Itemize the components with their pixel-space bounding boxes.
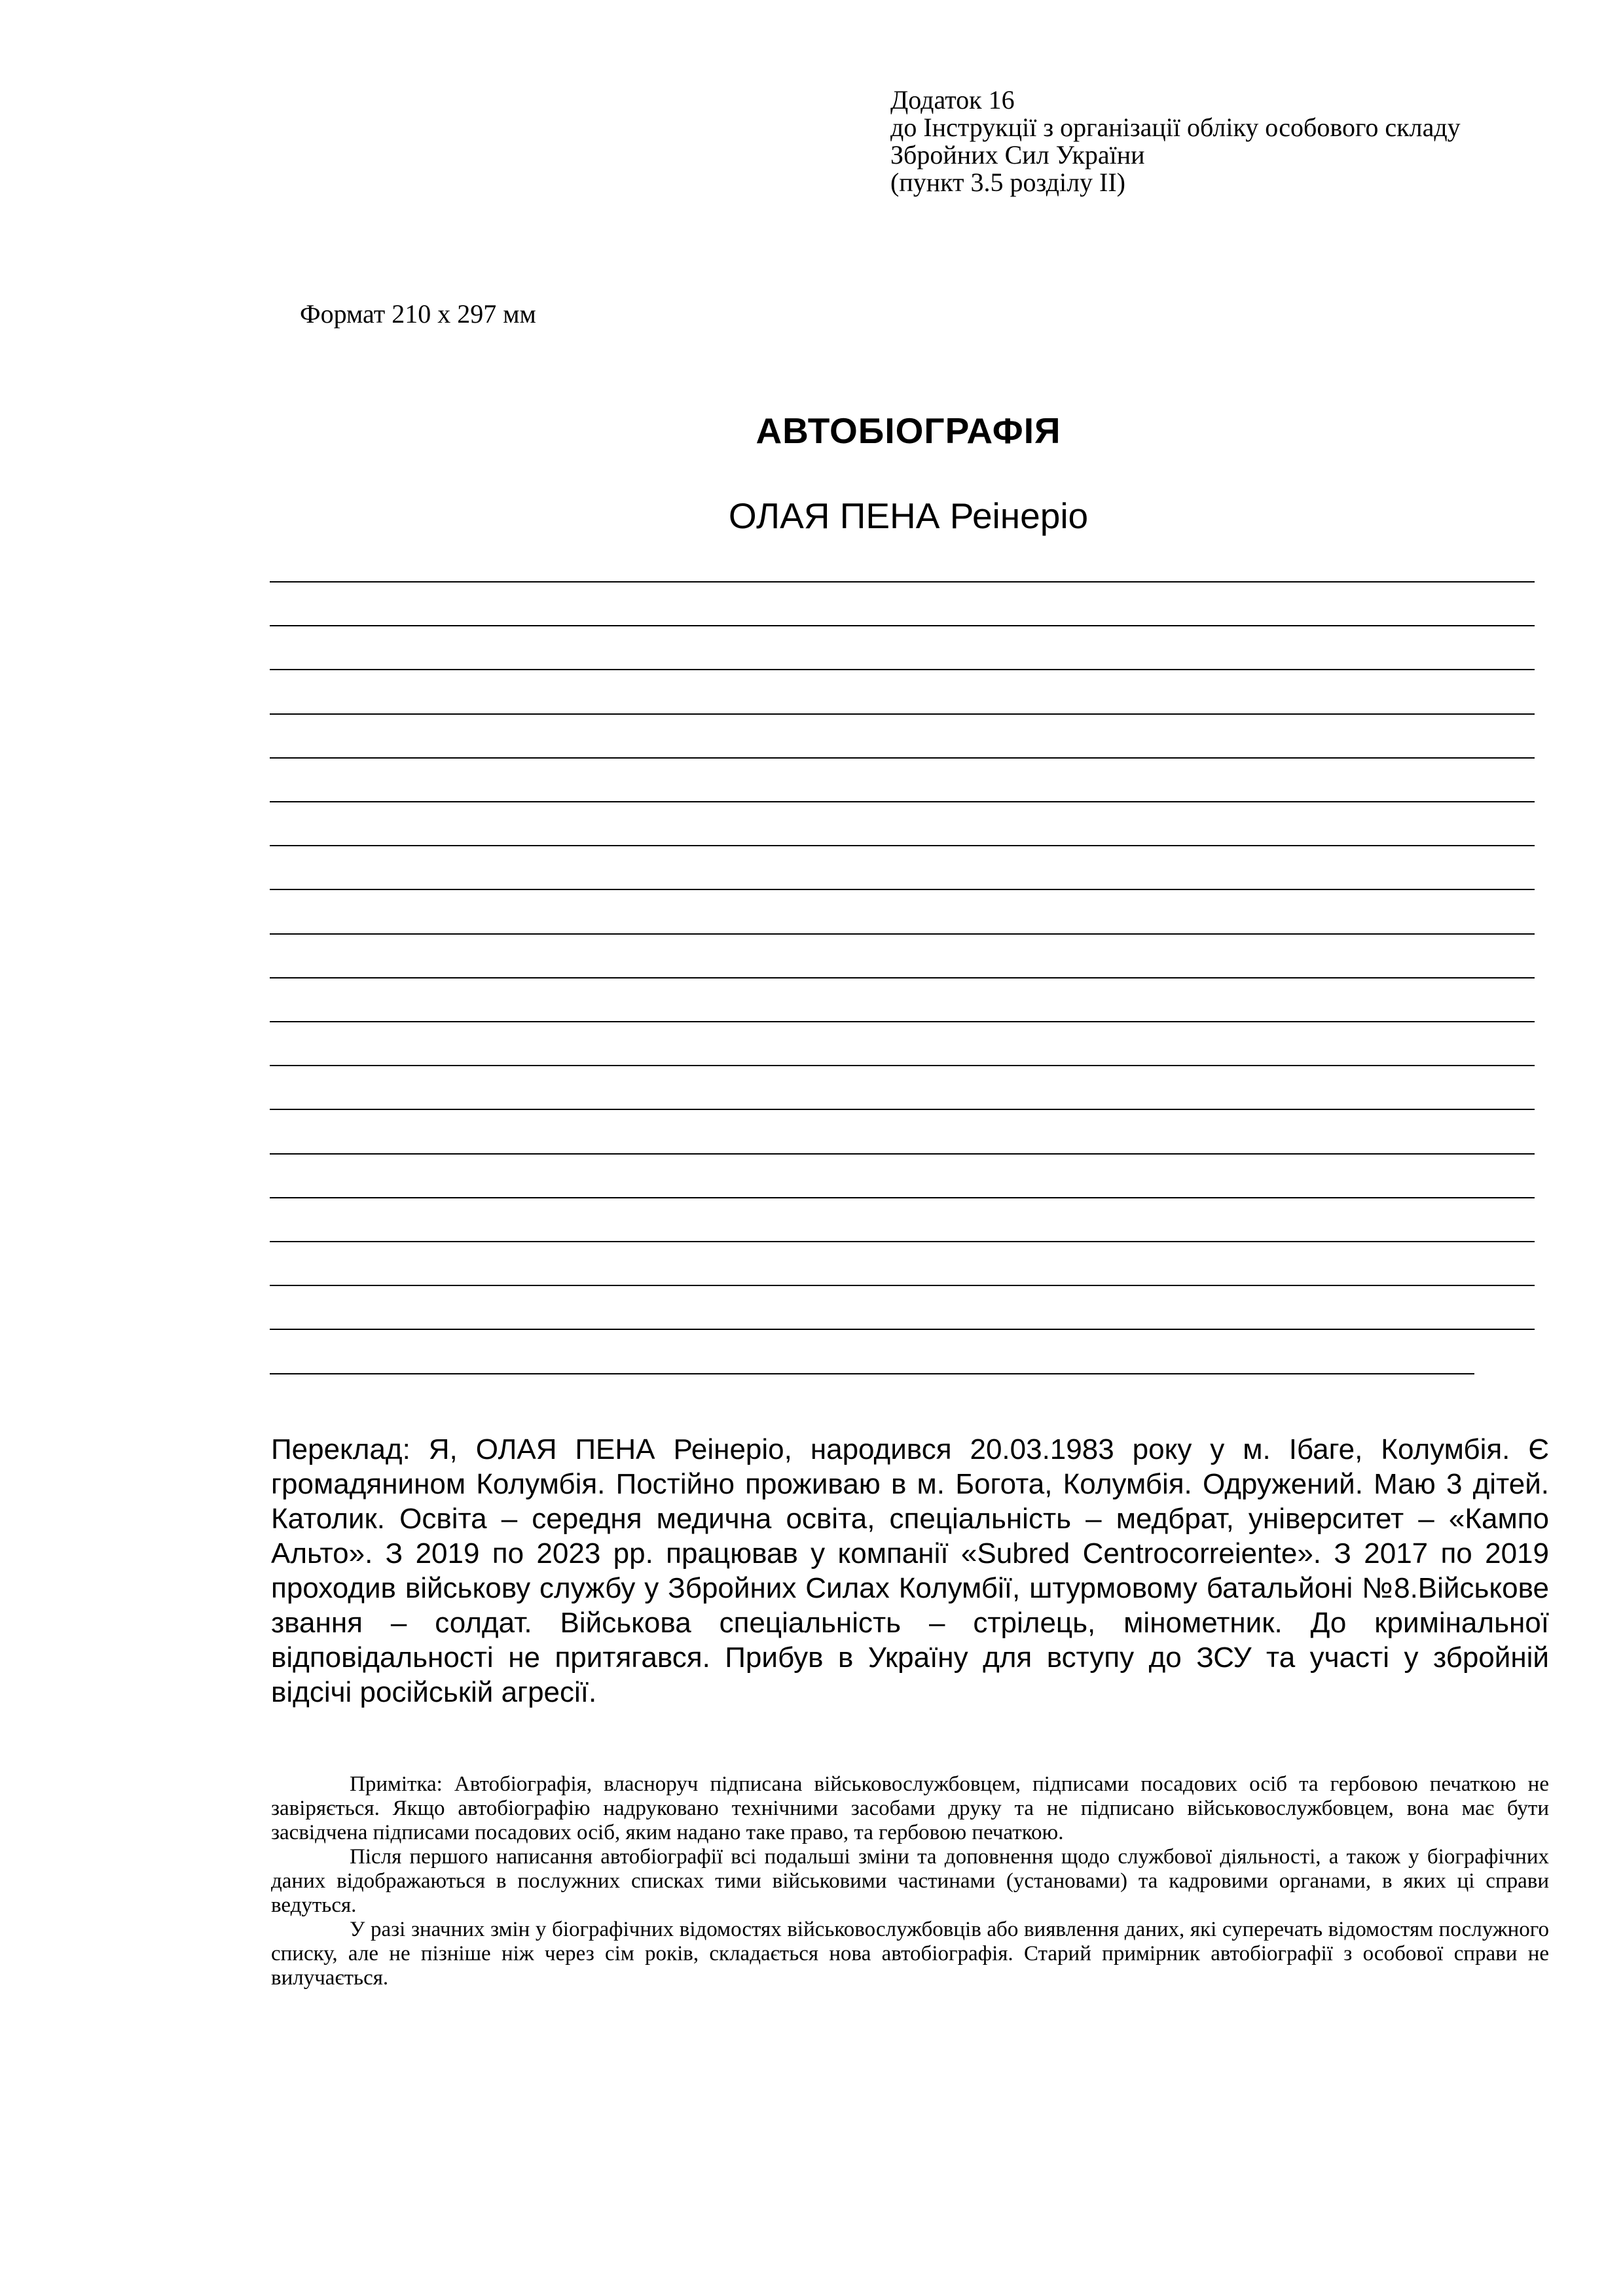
note-paragraph: У разі значних змін у біографічних відомостях військовослужбовців або виявлення даних, які суперечать відомостям послужного списку, але не пізніше ніж через сім років, складається нова автобіографія. Старий примірник автобіографії з особової справи не вилучається. [271, 1918, 1549, 1990]
appendix-clause: (пункт 3.5 розділу ІІ) [890, 168, 1125, 197]
writing-line [270, 889, 1535, 890]
writing-line [270, 1153, 1535, 1155]
person-name: ОЛАЯ ПЕНА Реінеріо [728, 495, 1089, 536]
writing-line [270, 757, 1535, 759]
writing-line [270, 1109, 1535, 1110]
writing-line [270, 1329, 1535, 1330]
note-paragraph: Примітка: Автобіографія, власноруч підписана військовослужбовцем, підписами посадових осіб та гербовою печаткою не завіряється. Якщо автобіографію надруковано технічними засобами друку та не підписано військовослужбовцем, вона має бути засвідчена підписами посадових осіб, яким надано таке право, та гербовою печаткою. [271, 1772, 1549, 1844]
writing-line [270, 845, 1535, 846]
writing-line [270, 669, 1535, 670]
writing-line [270, 625, 1535, 626]
appendix-forces: Збройних Сил України [890, 140, 1145, 170]
writing-line [270, 1373, 1474, 1374]
appendix-instruction: до Інструкції з організації обліку особового складу [890, 113, 1461, 142]
writing-line [270, 1241, 1535, 1242]
writing-line [270, 581, 1535, 583]
appendix-number: Додаток 16 [890, 85, 1015, 115]
appendix-header [890, 86, 1578, 196]
writing-line [270, 1197, 1535, 1198]
writing-line [270, 1021, 1535, 1022]
writing-line [270, 801, 1535, 802]
format-note: Формат 210 х 297 мм [300, 299, 536, 329]
notes-section [271, 1772, 1549, 1990]
writing-line [270, 977, 1535, 978]
translation-paragraph: Переклад: Я, ОЛАЯ ПЕНА Реінеріо, народився 20.03.1983 року у м. Ібаге, Колумбія. Є громадянином Колумбія. Постійно проживаю в м. Богота, Колумбія. Одружений. Маю 3 дітей. Католик. Освіта – середня медична освіта, спеціальність – медбрат, університет – «Кампо Альто». З 2019 по 2023 рр. працював у компанії «Subred Centrocorreiente». З 2017 по 2019 проходив військову службу у Збройних Силах Колумбії, штурмовому батальйоні №8.Військове звання – солдат. Військова спеціальність – стрілець, мінометник. До кримінальної відповідальності не притягався. Прибув в Україну для вступу до ЗСУ та участі у збройній відсічі російській агресії. [271, 1433, 1549, 1708]
document-title: АВТОБІОГРАФІЯ [756, 410, 1061, 451]
writing-line [270, 1065, 1535, 1066]
writing-line [270, 713, 1535, 715]
writing-line [270, 1285, 1535, 1286]
writing-line [270, 933, 1535, 935]
note-paragraph: Після першого написання автобіографії всі подальші зміни та доповнення щодо службової діяльності, а також у біографічних даних відображаються в послужних списках тими військовими частинами (установами) та кадровими органами, в яких ці справи ведуться. [271, 1845, 1549, 1917]
